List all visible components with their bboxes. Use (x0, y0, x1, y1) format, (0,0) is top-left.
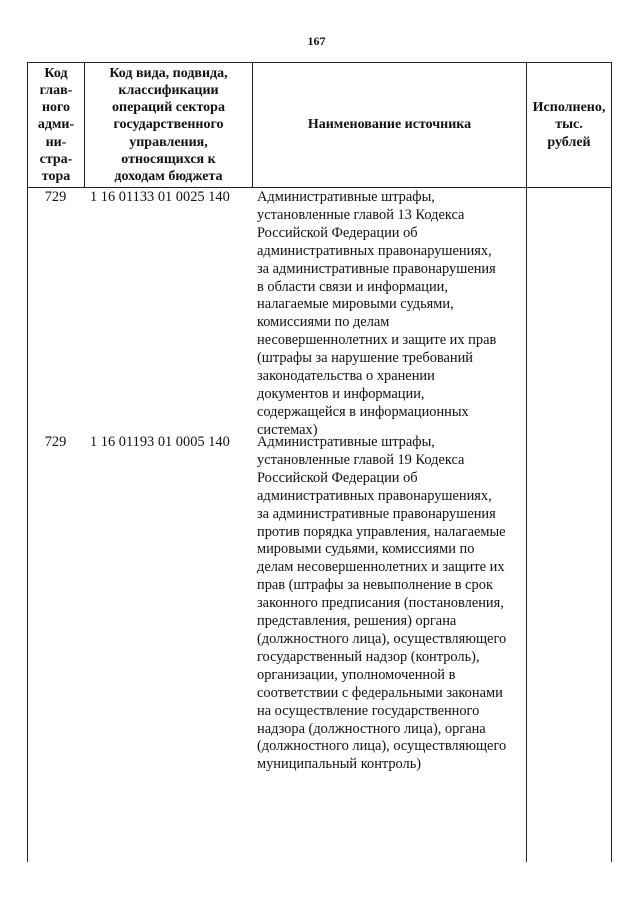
header-admin-line: Код (44, 65, 68, 81)
header-source-label: Наименование источника (307, 117, 472, 133)
header-admin-code (28, 63, 84, 187)
page-number: 167 (307, 34, 326, 48)
header-executed (527, 63, 611, 187)
header-admin-line: ного (41, 100, 71, 116)
header-admin-line: тора (41, 169, 71, 184)
source-name-cell: Административные штрафы, установленные главой 19 Кодекса Российской Федерации об административных правонарушениях, за административные правонарушения против порядка управления, налагаемые мировыми судьями, комиссиями по делам несовершеннолетних и защите их прав (штрафы за невыполнение в срок законного предписания (постановления, представления, решения) органа (должностного лица), осуществляющего государственный надзор (контроль), организации, уполномоченной в соответствии с федеральными законами на осуществление государственного надзора (должностного лица), органа (должностного лица), осуществляющего муниципальный контроль) (257, 434, 507, 773)
header-class-line: управления, (129, 134, 208, 150)
column-divider-5 (611, 62, 612, 862)
classification-code-cell: 1 16 01193 01 0005 140 (90, 434, 230, 450)
source-name-cell: Административные штрафы, установленные главой 13 Кодекса Российской Федерации об административных правонарушениях, за административные правонарушения в области связи и информации, налагаемые мировыми судьями, комиссиями по делам несовершеннолетних и защите их прав (штрафы за нарушение требований законодательства о хранении документов и информации, содержащейся в информационных системах) (257, 189, 497, 438)
header-bottom-border (27, 187, 611, 188)
header-exec-line: рублей (547, 134, 591, 150)
header-class-line: доходам бюджета (114, 169, 223, 184)
header-class-line: относящихся к (121, 151, 216, 167)
header-class-line: классификации (118, 82, 219, 98)
header-class-line: Код вида, подвида, (109, 65, 228, 81)
header-classification-code (85, 63, 252, 187)
admin-code-cell: 729 (44, 434, 67, 450)
header-exec-line: Исполнено, (532, 100, 606, 116)
header-exec-line: тыс. (555, 117, 583, 133)
header-class-line: государственного (113, 117, 224, 133)
classification-code-cell: 1 16 01133 01 0025 140 (90, 189, 230, 205)
header-admin-line: адми- (37, 117, 75, 133)
header-source-name (253, 63, 526, 187)
admin-code-cell: 729 (44, 189, 67, 205)
header-admin-line: ни- (45, 134, 67, 150)
header-admin-line: стра- (39, 151, 73, 167)
header-admin-line: глав- (39, 82, 73, 98)
header-class-line: операций сектора (112, 100, 225, 116)
